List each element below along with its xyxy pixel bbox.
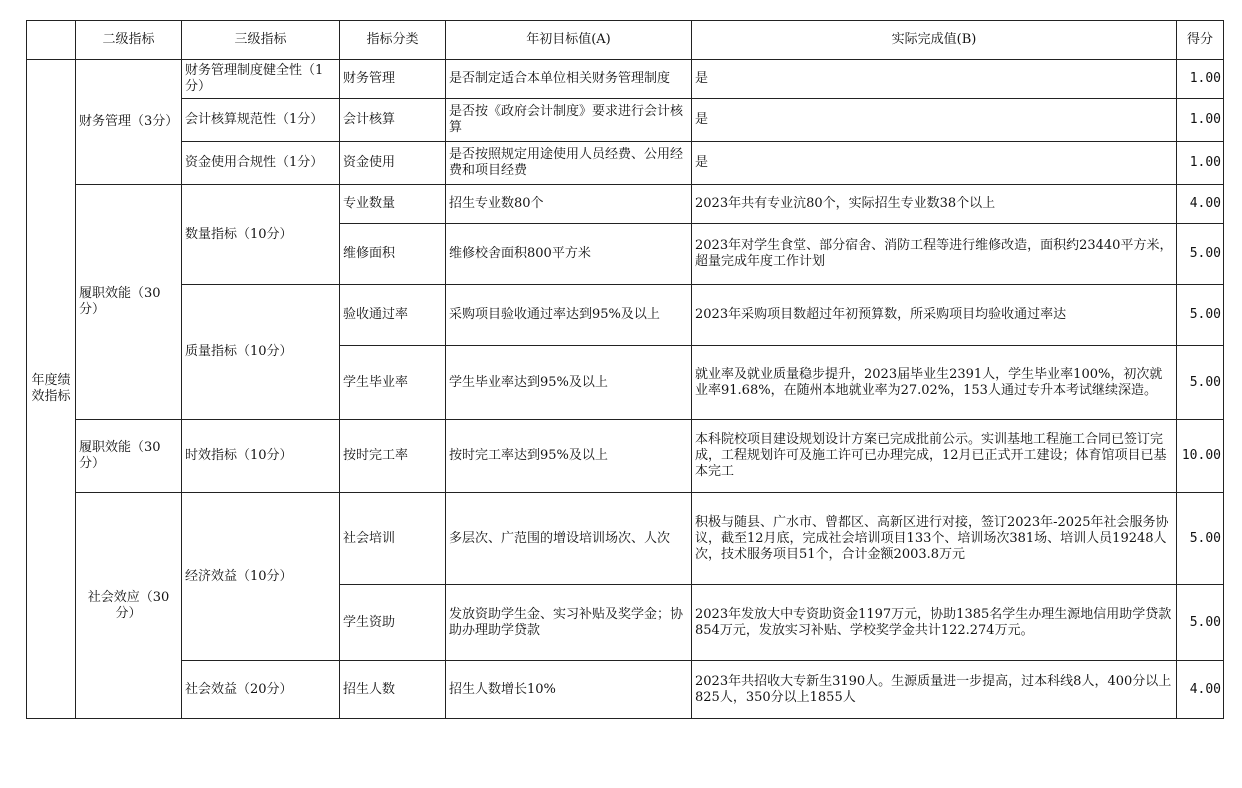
- category-cell: 招生人数: [340, 661, 446, 719]
- category-cell: 社会培训: [340, 493, 446, 585]
- target-cell: 是否按照规定用途使用人员经费、公用经费和项目经费: [446, 142, 692, 185]
- score-cell: 10.00: [1177, 420, 1224, 493]
- table-row: [27, 99, 1224, 142]
- table-row: [27, 60, 1224, 99]
- category-cell: 学生毕业率: [340, 346, 446, 420]
- score-cell: 5.00: [1177, 224, 1224, 285]
- category-cell: 验收通过率: [340, 285, 446, 346]
- score-cell: 4.00: [1177, 661, 1224, 719]
- header-category: 指标分类: [340, 21, 446, 60]
- table-row: [27, 285, 1224, 346]
- target-cell: 招生专业数80个: [446, 185, 692, 224]
- actual-cell: 2023年共有专业沆80个，实际招生专业数38个以上: [692, 185, 1177, 224]
- target-cell: 是否制定适合本单位相关财务管理制度: [446, 60, 692, 99]
- table-row: [27, 420, 1224, 493]
- actual-cell: 积极与随县、广水市、曾都区、高新区进行对接，签订2023年-2025年社会服务协议，截至12月底，完成社会培训项目133个、培训场次381场、培训人员19248人次，技术服务项目51个，合计金额2003.8万元: [692, 493, 1177, 585]
- header-score: 得分: [1177, 21, 1224, 60]
- category-cell: 会计核算: [340, 99, 446, 142]
- score-cell: 4.00: [1177, 185, 1224, 224]
- actual-cell: 2023年对学生食堂、部分宿舍、消防工程等进行维修改造，面积约23440平方米，超量完成年度工作计划: [692, 224, 1177, 285]
- category-cell: 资金使用: [340, 142, 446, 185]
- score-cell: 1.00: [1177, 142, 1224, 185]
- category-cell: 专业数量: [340, 185, 446, 224]
- level2-cell: 履职效能（30分）: [76, 185, 182, 420]
- target-cell: 维修校舍面积800平方米: [446, 224, 692, 285]
- level2-cell: 社会效应（30分）: [76, 493, 182, 719]
- level3-cell: 质量指标（10分）: [182, 285, 340, 420]
- score-cell: 5.00: [1177, 585, 1224, 661]
- score-cell: 1.00: [1177, 99, 1224, 142]
- table-row: [27, 661, 1224, 719]
- category-cell: 学生资助: [340, 585, 446, 661]
- actual-cell: 是: [692, 99, 1177, 142]
- actual-cell: 是: [692, 60, 1177, 99]
- performance-table: [26, 20, 1224, 719]
- level3-cell: 社会效益（20分）: [182, 661, 340, 719]
- target-cell: 招生人数增长10%: [446, 661, 692, 719]
- level2-cell: 财务管理（3分）: [76, 60, 182, 185]
- target-cell: 发放资助学生金、实习补贴及奖学金；协助办理助学贷款: [446, 585, 692, 661]
- header-level3: 三级指标: [182, 21, 340, 60]
- header-level2: 二级指标: [76, 21, 182, 60]
- score-cell: 5.00: [1177, 346, 1224, 420]
- target-cell: 多层次、广范围的增设培训场次、人次: [446, 493, 692, 585]
- target-cell: 学生毕业率达到95%及以上: [446, 346, 692, 420]
- level3-cell: 资金使用合规性（1分）: [182, 142, 340, 185]
- header-target: 年初目标值(A): [446, 21, 692, 60]
- category-cell: 维修面积: [340, 224, 446, 285]
- level1-cell: 年度绩效指标: [27, 60, 76, 719]
- level3-cell: 时效指标（10分）: [182, 420, 340, 493]
- score-cell: 5.00: [1177, 285, 1224, 346]
- table-row: [27, 493, 1224, 585]
- header-actual: 实际完成值(B): [692, 21, 1177, 60]
- level3-cell: 会计核算规范性（1分）: [182, 99, 340, 142]
- table-row: [27, 185, 1224, 224]
- target-cell: 采购项目验收通过率达到95%及以上: [446, 285, 692, 346]
- actual-cell: 就业率及就业质量稳步提升，2023届毕业生2391人，学生毕业率100%，初次就业率91.68%，在随州本地就业率为27.02%，153人通过专升本考试继续深造。: [692, 346, 1177, 420]
- level3-cell: 数量指标（10分）: [182, 185, 340, 285]
- target-cell: 按时完工率达到95%及以上: [446, 420, 692, 493]
- score-cell: 1.00: [1177, 60, 1224, 99]
- actual-cell: 2023年共招收大专新生3190人。生源质量进一步提高，过本科线8人，400分以上825人，350分以上1855人: [692, 661, 1177, 719]
- actual-cell: 2023年发放大中专资助资金1197万元，协助1385名学生办理生源地信用助学贷款854万元，发放实习补贴、学校奖学金共计122.274万元。: [692, 585, 1177, 661]
- header-blank: [27, 21, 76, 60]
- category-cell: 财务管理: [340, 60, 446, 99]
- table-row: [27, 142, 1224, 185]
- actual-cell: 本科院校项目建设规划设计方案已完成批前公示。实训基地工程施工合同已签订完成，工程规划许可及施工许可已办理完成，12月已正式开工建设；体育馆项目已基本完工: [692, 420, 1177, 493]
- target-cell: 是否按《政府会计制度》要求进行会计核算: [446, 99, 692, 142]
- header-row: [27, 21, 1224, 60]
- category-cell: 按时完工率: [340, 420, 446, 493]
- actual-cell: 是: [692, 142, 1177, 185]
- level2-cell: 履职效能（30分）: [76, 420, 182, 493]
- level3-cell: 经济效益（10分）: [182, 493, 340, 661]
- score-cell: 5.00: [1177, 493, 1224, 585]
- level3-cell: 财务管理制度健全性（1分）: [182, 60, 340, 99]
- actual-cell: 2023年采购项目数超过年初预算数，所采购项目均验收通过率达: [692, 285, 1177, 346]
